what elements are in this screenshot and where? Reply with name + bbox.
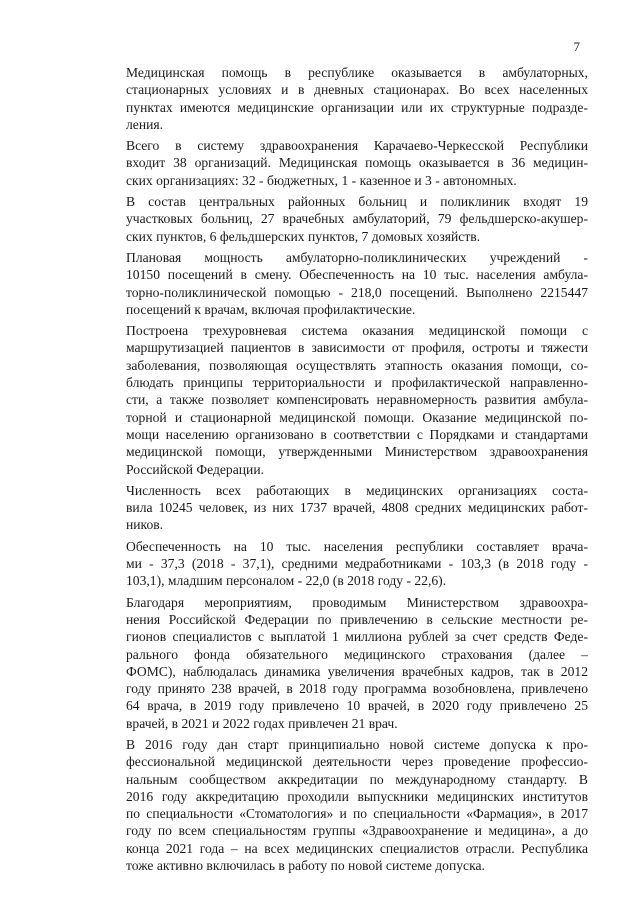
text-line: нения Российской Федерации по привлечению в сельские местности ре-	[126, 611, 588, 627]
text-line: нальным сообществом аккредитации по международному стандарту. В	[126, 771, 588, 787]
text-line: Медицинская помощь в республике оказывается в амбулаторных,	[126, 65, 588, 80]
text-line: ских пунктов, 6 фельдшерских пунктов, 7 домовых хозяйств.	[126, 228, 481, 244]
text-line: посещений к врачам, включая профилактические.	[126, 301, 416, 317]
text-line: ских организациях: 32 - бюджетных, 1 - казенное и 3 - автономных.	[126, 172, 517, 188]
text-line: врачей, в 2021 и 2022 годах привлечен 21 врач.	[126, 715, 398, 731]
text-line: по специальности «Стоматология» и по специальности «Фармация», в 2017	[126, 806, 588, 822]
text-line: Благодаря мероприятиям, проводимым Министерством здравоохра-	[126, 594, 588, 610]
text-line: участковых больниц, 27 врачебных амбулаторий, 79 фельдшерско-акушер-	[126, 211, 588, 227]
text-line: медицинской помощи, утвержденными Министерством здравоохранения	[126, 444, 588, 460]
page-number: 7	[573, 39, 580, 54]
text-line: торной и стационарной медицинской помощи. Оказание медицинской по-	[126, 409, 588, 425]
text-line: 2016 году аккредитацию проходили выпускники медицинских институтов	[126, 788, 588, 804]
text-line: 64 врача, в 2019 году привлечено 10 врачей, в 2020 году привлечено 25	[126, 698, 588, 714]
paragraph	[92, 594, 588, 732]
text-line: Обеспеченность на 10 тыс. населения республики составляет врача-	[126, 538, 588, 554]
text-line: Построена трехуровневая система оказания медицинской помощи с	[126, 323, 588, 339]
text-line: ми - 37,3 (2018 - 37,1), средними медработниками - 103,3 (в 2018 году -	[126, 556, 588, 572]
text-line: вила 10245 человек, из них 1737 врачей, 4808 средних медицинских работ-	[126, 500, 588, 516]
paragraph	[92, 64, 588, 133]
text-line: мощи населению организовано в соответствии с Порядками и стандартами	[126, 426, 588, 442]
text-line: пунктах имеются медицинские организации или их структурные подразде-	[126, 99, 588, 115]
paragraph	[92, 482, 588, 534]
text-line: конца 2021 года – на всех медицинских специалистов отрасли. Республика	[126, 840, 588, 856]
text-line: фессиональной медицинской деятельности через проведение профессио-	[126, 754, 588, 770]
text-line: Плановая мощность амбулаторно-поликлинических учреждений -	[126, 249, 588, 265]
text-line: году принято 238 врачей, в 2018 году программа возобновлена, привлечено	[126, 681, 588, 697]
text-line: ников.	[126, 517, 164, 533]
text-line: Численность всех работающих в медицинских организациях соста-	[126, 482, 588, 498]
text-line: рального фонда обязательного медицинского страхования (далее –	[126, 646, 588, 662]
text-line: В 2016 году дан старт принципиально новой системе допуска к про-	[126, 736, 588, 752]
text-line: 103,1), младшим персоналом - 22,0 (в 2018 году - 22,6).	[126, 573, 447, 589]
text-line: заболевания, позволяющая осуществлять этапность оказания помощи, со-	[126, 357, 588, 373]
text-line: маршрутизацией пациентов в зависимости от профиля, остроты и тяжести	[126, 340, 588, 356]
text-line: торно-поликлинической помощью - 218,0 посещений. Выполнено 2215447	[126, 284, 588, 300]
text-line: сти, а также позволяет компенсировать неравномерность развития амбула-	[126, 392, 588, 408]
text-line: В состав центральных районных больниц и поликлиник входят 19	[126, 194, 588, 210]
text-line: гионов специалистов с выплатой 1 миллиона рублей за счет средств Феде-	[126, 629, 588, 645]
paragraph	[92, 193, 588, 245]
document-body	[92, 64, 588, 878]
text-line: Российской Федерации.	[126, 461, 264, 477]
paragraph	[92, 137, 588, 189]
text-line: входит 38 организаций. Медицинская помощь оказывается в 36 медицин-	[126, 155, 588, 171]
text-line: блюдать принципы территориальности и профилактической направленно-	[126, 375, 588, 391]
text-line: году по всем специальностям группы «Здравоохранение и медицина», а до	[126, 823, 588, 839]
paragraph	[92, 538, 588, 590]
text-line: стационарных условиях и в дневных стационарах. Во всех населенных	[126, 82, 588, 98]
text-line: ФОМС), наблюдалась динамика увеличения врачебных кадров, так в 2012	[126, 663, 588, 679]
paragraph	[92, 249, 588, 318]
text-line: 10150 посещений в смену. Обеспеченность на 10 тыс. населения амбула-	[126, 267, 588, 283]
text-line: тоже активно включилась в работу по новой системе допуска.	[126, 858, 485, 874]
paragraph	[92, 322, 588, 478]
text-line: ления.	[126, 116, 164, 132]
text-line: Всего в систему здравоохранения Карачаево-Черкесской Республики	[126, 138, 588, 154]
paragraph	[92, 736, 588, 874]
